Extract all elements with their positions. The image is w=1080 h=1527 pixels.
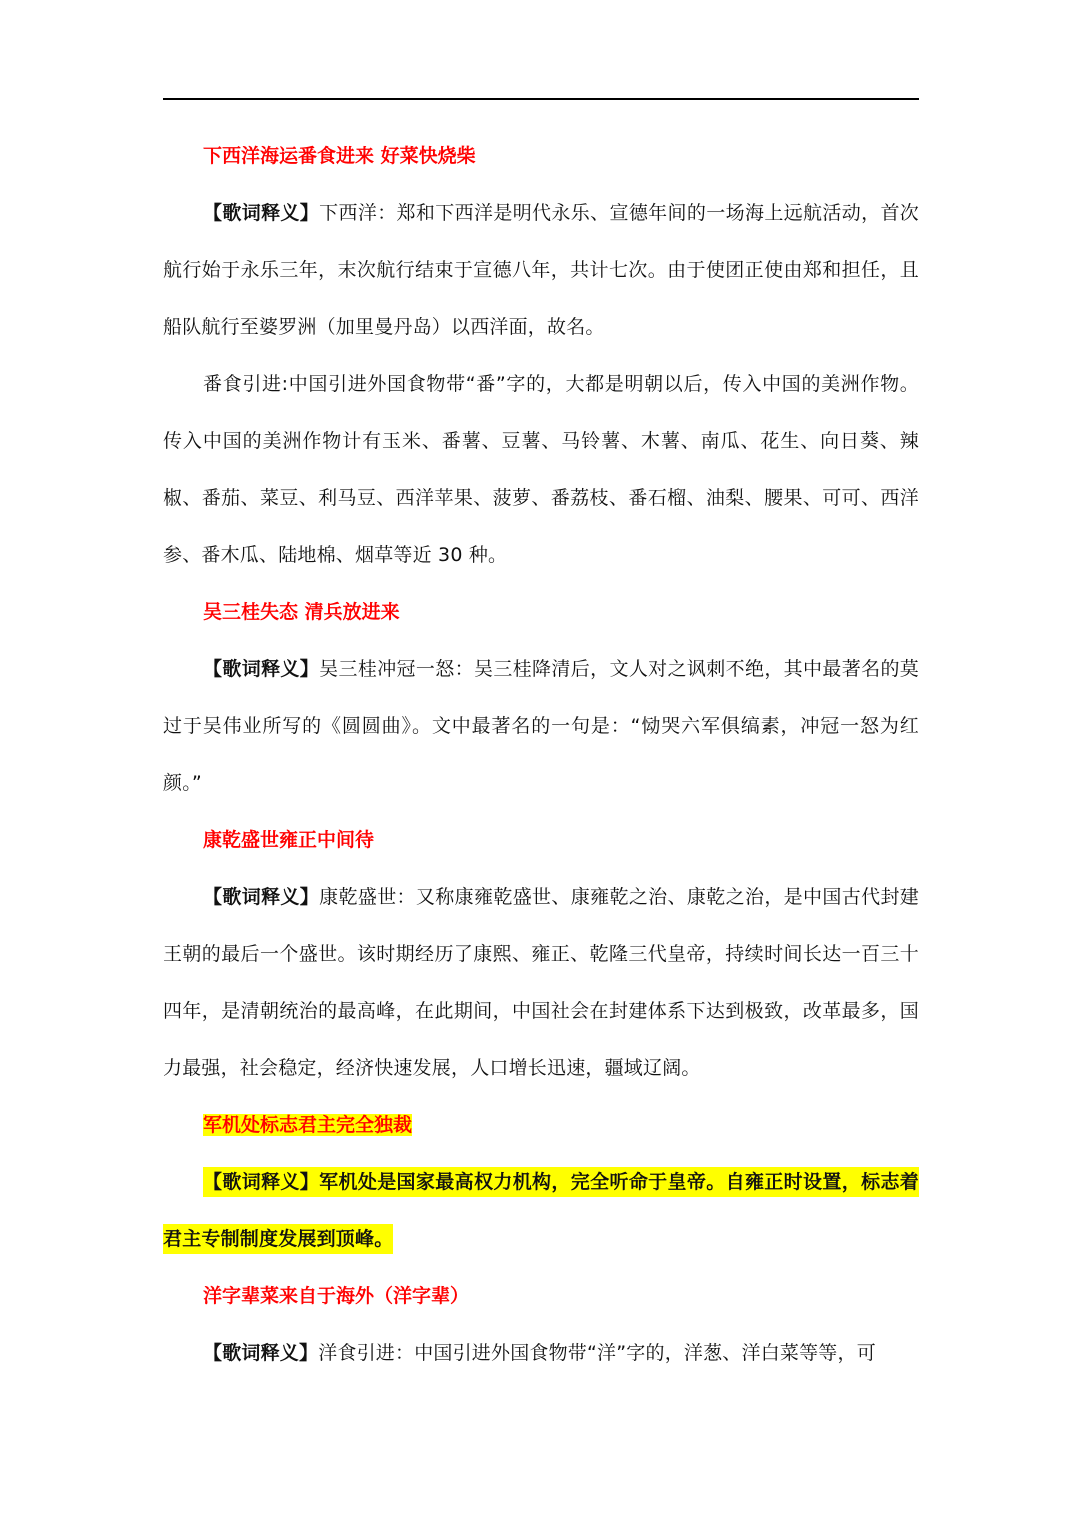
header-rule xyxy=(163,98,919,100)
paragraph-text: 下西洋：郑和下西洋是明代永乐、宣德年间的一场海上远航活动，首次航行始于永乐三年，末次航行结束于宣德八年，共计七次。由于使团正使由郑和担任，且船队航行至婆罗洲（加里曼丹岛）以西洋面，故名。 xyxy=(163,202,920,338)
lyric-note-label: 【歌词释义】 xyxy=(203,1342,319,1364)
section-paragraph-highlighted xyxy=(163,1154,919,1268)
paragraph-text: 番食引进:中国引进外国食物带“番”字的，大都是明朝以后，传入中国的美洲作物。传入中国的美洲作物计有玉米、番薯、豆薯、马铃薯、木薯、南瓜、花生、向日葵、辣椒、番茄、菜豆、利马豆、西洋苹果、菠萝、番荔枝、番石榴、油梨、腰果、可可、西洋参、番木瓜、陆地棉、烟草等近 30 种。 xyxy=(163,373,919,566)
highlight-run xyxy=(163,1167,919,1254)
section-paragraph xyxy=(163,869,919,1097)
document-body xyxy=(163,128,919,1382)
paragraph-text: 康乾盛世：又称康雍乾盛世、康雍乾之治、康乾之治，是中国古代封建王朝的最后一个盛世。该时期经历了康熙、雍正、乾隆三代皇帝，持续时间长达一百三十四年，是清朝统治的最高峰，在此期间，中国社会在封建体系下达到极致，改革最多，国力最强，社会稳定，经济快速发展，人口增长迅速，疆域辽阔。 xyxy=(163,886,920,1079)
paragraph-text: 吴三桂冲冠一怒：吴三桂降清后，文人对之讽刺不绝，其中最著名的莫过于吴伟业所写的《圆圆曲》。文中最著名的一句是：“恸哭六军俱缟素，冲冠一怒为红颜。” xyxy=(163,658,920,794)
section-paragraph xyxy=(163,185,919,356)
section-paragraph xyxy=(163,641,919,812)
lyric-note-label: 【歌词释义】 xyxy=(203,202,320,224)
section-heading: 康乾盛世雍正中间待 xyxy=(203,829,375,851)
paragraph-text: 洋食引进：中国引进外国食物带“洋”字的，洋葱、洋白菜等等，可 xyxy=(318,1342,876,1364)
section-heading: 洋字辈菜来自于海外（洋字辈） xyxy=(203,1285,470,1307)
heading-highlight: 军机处标志君主完全独裁 xyxy=(203,1114,413,1136)
section-paragraph xyxy=(163,356,919,584)
lyric-note-label: 【歌词释义】 xyxy=(203,658,320,680)
section-heading: 下西洋海运番食进来 好菜快烧柴 xyxy=(203,145,476,167)
section-paragraph xyxy=(163,1325,919,1382)
section-heading: 吴三桂失态 清兵放进来 xyxy=(203,601,400,623)
section-heading-highlighted xyxy=(163,1097,919,1154)
paragraph-text: 军机处是国家最高权力机构，完全听命于皇帝。自雍正时设置，标志着君主专制制度发展到顶峰。 xyxy=(163,1171,920,1250)
lyric-note-label: 【歌词释义】 xyxy=(203,1171,320,1193)
lyric-note-label: 【歌词释义】 xyxy=(203,886,320,908)
